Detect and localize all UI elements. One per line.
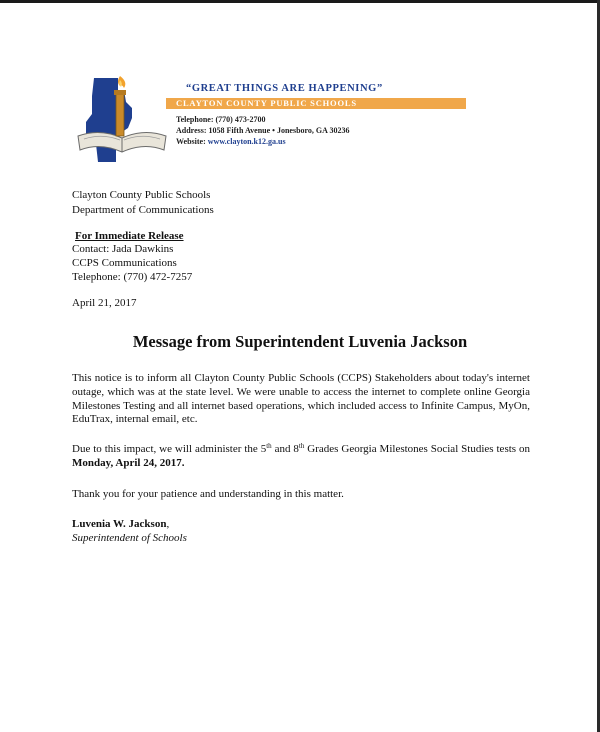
p2-text-c: Grades Georgia Milestones Social Studies tests on [304, 443, 530, 455]
address-label: Address: [176, 126, 207, 135]
p2-text-b: and 8 [271, 443, 299, 455]
p2-sup-1: th [266, 442, 272, 450]
website-label: Website: [176, 137, 206, 146]
torch-book-logo-icon [72, 74, 172, 174]
letterhead [72, 74, 402, 174]
signature-name-line [72, 518, 169, 531]
slogan: “GREAT THINGS ARE HAPPENING” [186, 83, 383, 94]
signature-title: Superintendent of Schools [72, 532, 187, 544]
address-value: 1058 Fifth Avenue • Jonesboro, GA 30236 [208, 126, 350, 135]
page-title: Message from Superintendent Luvenia Jackson [132, 332, 468, 351]
website-link[interactable]: www.clayton.k12.ga.us [207, 137, 286, 146]
letterhead-website [176, 137, 286, 146]
release-date: April 21, 2017 [72, 297, 137, 309]
test-date: Monday, April 24, 2017. [72, 456, 185, 469]
p2-sup-2: th [298, 442, 305, 450]
banner-title: CLAYTON COUNTY PUBLIC SCHOOLS [176, 98, 357, 108]
letterhead-address [176, 126, 350, 135]
release-office: CCPS Communications [72, 257, 177, 269]
body-paragraph-3: Thank you for your patience and understanding in this matter. [72, 488, 344, 500]
sender-org: Clayton County Public Schools [72, 189, 211, 201]
telephone-value: (770) 473-2700 [215, 115, 266, 124]
release-phone: Telephone: (770) 472-7257 [72, 271, 193, 283]
sender-dept: Department of Communications [72, 204, 214, 216]
telephone-label: Telephone: [176, 115, 214, 124]
release-contact: Contact: Jada Dawkins [72, 243, 174, 255]
p2-text-a: Due to this impact, we will administer the 5 [72, 443, 267, 455]
signature-name: Luvenia W. Jackson [72, 518, 167, 530]
body-paragraph-1: This notice is to inform all Clayton County Public Schools (CCPS) Stakeholders about today's internet outage, which was at the state level. We were unable to access the internet to complete online Georgia Milestones Testing and all internet based operations, which included access to Infinite Campus, MyOn, EduTrax, internal email, etc. [72, 372, 530, 426]
body-paragraph-2 [72, 443, 530, 471]
signature-comma: , [166, 518, 170, 530]
letterhead-telephone [176, 115, 266, 124]
release-label: For Immediate Release [75, 230, 184, 242]
top-border [0, 0, 600, 3]
